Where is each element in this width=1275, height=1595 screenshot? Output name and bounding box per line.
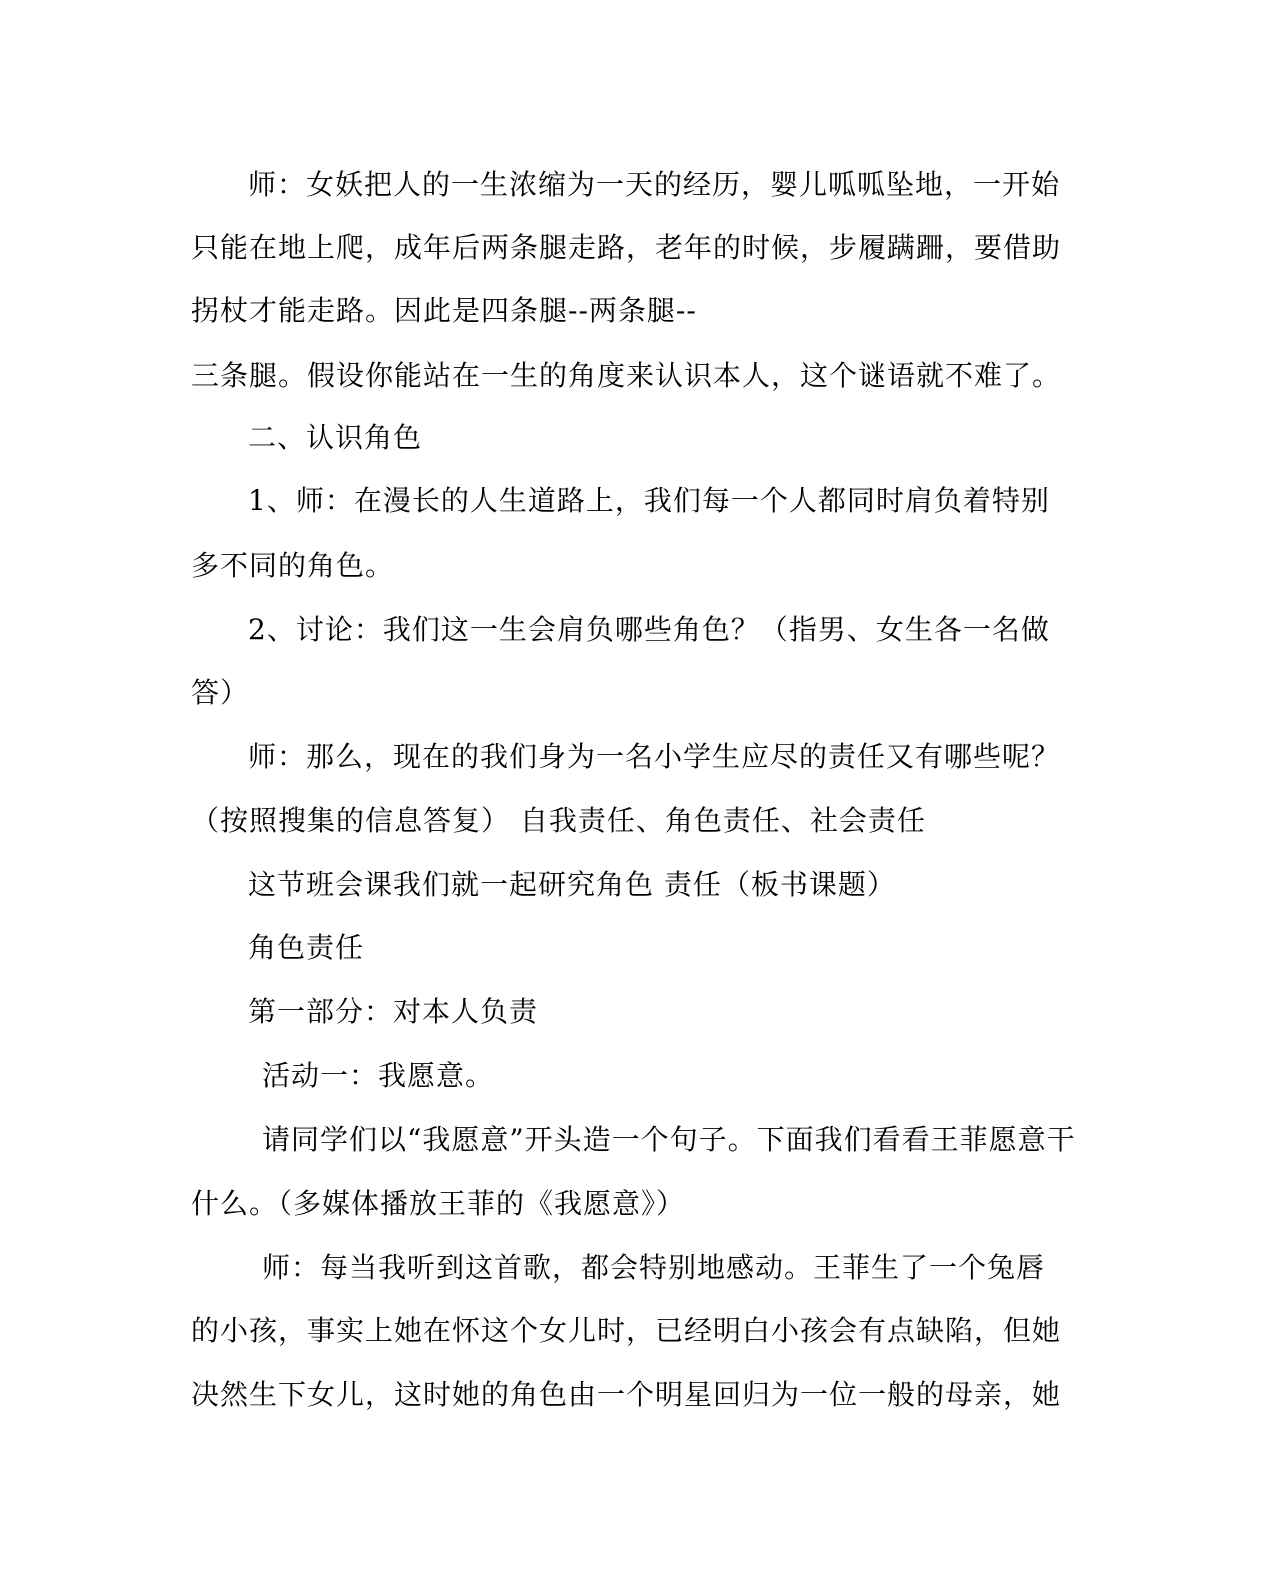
paragraph-line: 的小孩，事实上她在怀这个女儿时，已经明白小孩会有点缺陷，但她 [191, 1314, 1062, 1347]
paragraph-line: 三条腿。假设你能站在一生的角度来认识本人，这个谜语就不难了。 [191, 359, 1062, 392]
paragraph-line: 只能在地上爬，成年后两条腿走路，老年的时候，步履蹒跚，要借助 [191, 231, 1062, 264]
paragraph-line: 什么。（多媒体播放王菲的《我愿意》） [191, 1187, 686, 1220]
paragraph-line: （按照搜集的信息答复） 自我责任、角色责任、社会责任 [191, 804, 926, 837]
paragraph-line: 拐杖才能走路。因此是四条腿--两条腿-- [191, 294, 697, 327]
paragraph-line: 师：每当我听到这首歌，都会特别地感动。王菲生了一个兔唇 [262, 1251, 1046, 1284]
paragraph-line: 1、师：在漫长的人生道路上，我们每一个人都同时肩负着特别 [248, 484, 1050, 517]
paragraph-line: 2、讨论：我们这一生会肩负哪些角色？（指男、女生各一名做 [248, 613, 1050, 646]
paragraph-line: 师：那么，现在的我们身为一名小学生应尽的责任又有哪些呢？ [248, 740, 1061, 773]
paragraph-line: 这节班会课我们就一起研究角色 责任（板书课题） [248, 868, 896, 901]
paragraph-line: 请同学们以“我愿意”开头造一个句子。下面我们看看王菲愿意干 [262, 1123, 1076, 1156]
section-heading: 二、认识角色 [248, 421, 423, 454]
paragraph-line: 决然生下女儿，这时她的角色由一个明星回归为一位一般的母亲，她 [191, 1378, 1062, 1411]
activity-heading: 活动一：我愿意。 [262, 1059, 495, 1092]
paragraph-line: 师：女妖把人的一生浓缩为一天的经历，婴儿呱呱坠地，一开始 [248, 168, 1061, 201]
paragraph-line: 多不同的角色。 [191, 549, 395, 582]
section-heading: 第一部分：对本人负责 [248, 995, 539, 1028]
paragraph-line: 答） [191, 676, 250, 709]
section-heading: 角色责任 [248, 931, 365, 964]
